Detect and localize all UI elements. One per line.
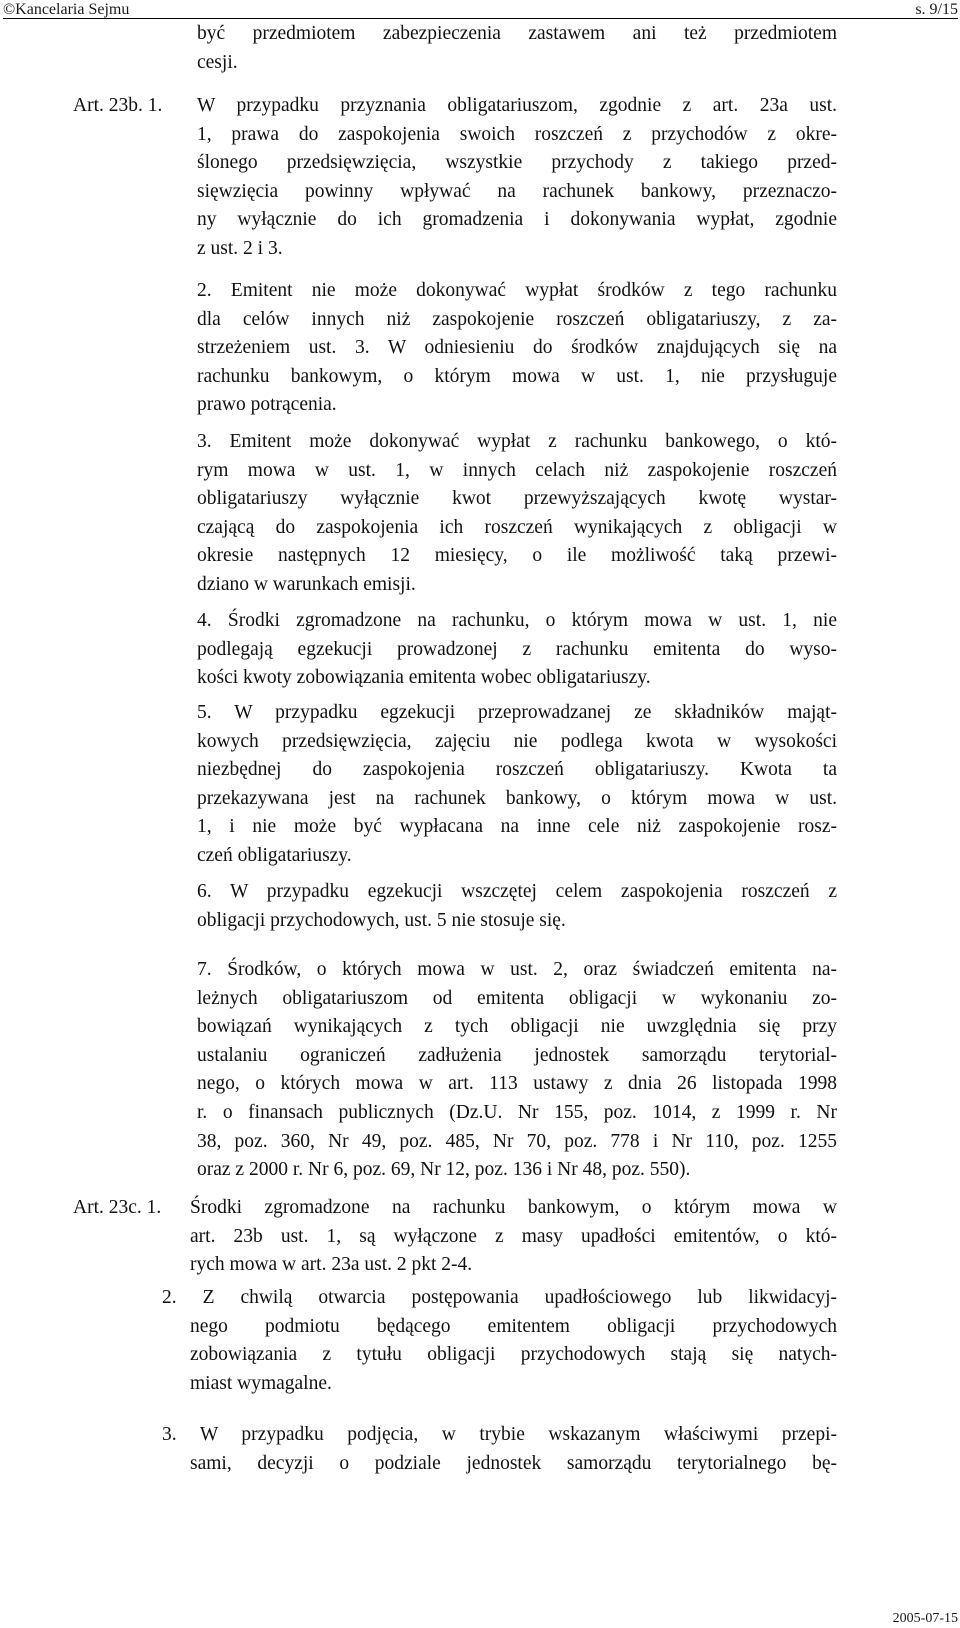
text-line: bowiązań wynikających z tych obligacji nie uwzględnia się przy — [197, 1016, 837, 1038]
article-23c-para-2 — [162, 1284, 837, 1398]
text-line: 2. Emitent nie może dokonywać wypłat środków z tego rachunku — [197, 280, 837, 301]
text-line: dziano w warunkach emisji. — [197, 573, 416, 595]
article-23b-para-2 — [197, 277, 837, 420]
footer-date: 2005-07-15 — [892, 1611, 958, 1626]
article-23b-para-4 — [197, 607, 837, 693]
text-line: rachunku bankowym, o którym mowa w ust. 1, nie przysługuje — [197, 365, 837, 387]
text-line: ślonego przedsięwzięcia, wszystkie przychody z takiego przed- — [197, 152, 837, 174]
article-23b-para-6 — [197, 878, 837, 935]
text-line: ustalaniu ograniczeń zadłużenia jednostek samorządu terytorial- — [197, 1044, 837, 1066]
text-line: miast wymagalne. — [190, 1372, 332, 1394]
article-23b-para-3 — [197, 428, 837, 600]
text-line: 7. Środków, o których mowa w ust. 2, oraz świadczeń emitenta na- — [197, 959, 837, 980]
text-line: podlegają egzekucji prowadzonej z rachunku emitenta do wyso- — [197, 638, 837, 660]
text-line: cesji. — [197, 51, 238, 73]
text-line: obligacji przychodowych, ust. 5 nie stosuje się. — [197, 909, 566, 931]
text-line: leżnych obligatariuszom od emitenta obligacji w wykonaniu zo- — [197, 987, 837, 1009]
text-line: 38, poz. 360, Nr 49, poz. 485, Nr 70, poz. 778 i Nr 110, poz. 1255 — [197, 1130, 837, 1152]
text-line: sami, decyzji o podziale jednostek samorządu terytorialnego bę- — [190, 1452, 837, 1474]
text-line: 6. W przypadku egzekucji wszczętej celem zaspokojenia roszczeń z — [197, 881, 837, 902]
text-line: rych mowa w art. 23a ust. 2 pkt 2-4. — [190, 1254, 473, 1276]
text-line: oraz z 2000 r. Nr 6, poz. 69, Nr 12, poz. 136 i Nr 48, poz. 550). — [197, 1159, 691, 1181]
text-line: art. 23b ust. 1, są wyłączone z masy upadłości emitentów, o któ- — [190, 1225, 837, 1247]
text-line: 1, prawa do zaspokojenia swoich roszczeń z przychodów z okre- — [197, 123, 837, 145]
text-line: 2. Z chwilą otwarcia postępowania upadłościowego lub likwidacyj- — [162, 1287, 837, 1308]
text-line: czającą do zaspokojenia ich roszczeń wynikających z obligacji w — [197, 516, 837, 538]
text-line: sięwzięcia powinny wpływać na rachunek bankowy, przeznaczo- — [197, 180, 837, 202]
text-line: 4. Środki zgromadzone na rachunku, o którym mowa w ust. 1, nie — [197, 610, 837, 631]
text-line: Środki zgromadzone na rachunku bankowym, o którym mowa w — [190, 1197, 837, 1218]
text-line: nego podmiotu będącego emitentem obligacji przychodowych — [190, 1315, 837, 1337]
text-line: prawo potrącenia. — [197, 394, 337, 416]
text-line: z ust. 2 i 3. — [197, 237, 283, 259]
text-line: r. o finansach publicznych (Dz.U. Nr 155, poz. 1014, z 1999 r. Nr — [197, 1101, 837, 1123]
text-line: nego, o których mowa w art. 113 ustawy z dnia 26 listopada 1998 — [197, 1073, 837, 1095]
paragraph-continuation — [197, 20, 837, 77]
article-23c-label: Art. 23c. 1. — [73, 1197, 162, 1218]
text-line: 3. Emitent może dokonywać wypłat z rachunku bankowego, o któ- — [197, 431, 837, 452]
text-line: kowych przedsięwzięcia, zajęciu nie podlega kwota w wysokości — [197, 730, 837, 752]
article-23b-para-5 — [197, 699, 837, 871]
text-line: 1, i nie może być wypłacana na inne cele niż zaspokojenie rosz- — [197, 816, 837, 838]
text-line: dla celów innych niż zaspokojenie roszczeń obligatariuszy, z za- — [197, 308, 837, 330]
text-line: przekazywana jest na rachunek bankowy, o którym mowa w ust. — [197, 787, 837, 809]
text-line: okresie następnych 12 miesięcy, o ile możliwość taką przewi- — [197, 545, 837, 567]
text-line: kości kwoty zobowiązania emitenta wobec obligatariuszy. — [197, 667, 651, 689]
header-page-number: s. 9/15 — [915, 1, 958, 18]
text-line: być przedmiotem zabezpieczenia zastawem ani też przedmiotem — [197, 23, 837, 44]
text-line: 3. W przypadku podjęcia, w trybie wskazanym właściwymi przepi- — [162, 1424, 837, 1445]
header-source: ©Kancelaria Sejmu — [3, 1, 130, 18]
text-line: zobowiązania z tytułu obligacji przychodowych stają się natych- — [190, 1344, 837, 1366]
article-23c-para-1 — [190, 1194, 837, 1280]
text-line: niezbędnej do zaspokojenia roszczeń obligatariuszy. Kwota ta — [197, 759, 837, 781]
text-line: czeń obligatariuszy. — [197, 844, 352, 866]
article-23b-label: Art. 23b. 1. — [73, 95, 163, 116]
text-line: strzeżeniem ust. 3. W odniesieniu do środków znajdujących się na — [197, 337, 837, 359]
text-line: 5. W przypadku egzekucji przeprowadzanej ze składników mająt- — [197, 702, 837, 723]
text-line: rym mowa w ust. 1, w innych celach niż zaspokojenie roszczeń — [197, 459, 837, 481]
article-23c-para-3 — [162, 1421, 837, 1478]
text-line: obligatariuszy wyłącznie kwot przewyższających kwotę wystar- — [197, 488, 837, 510]
header-divider — [3, 18, 958, 19]
article-23b-para-7 — [197, 956, 837, 1185]
article-23b-para-1 — [197, 92, 837, 264]
text-line: ny wyłącznie do ich gromadzenia i dokonywania wypłat, zgodnie — [197, 209, 837, 231]
text-line: W przypadku przyznania obligatariuszom, zgodnie z art. 23a ust. — [197, 95, 837, 116]
